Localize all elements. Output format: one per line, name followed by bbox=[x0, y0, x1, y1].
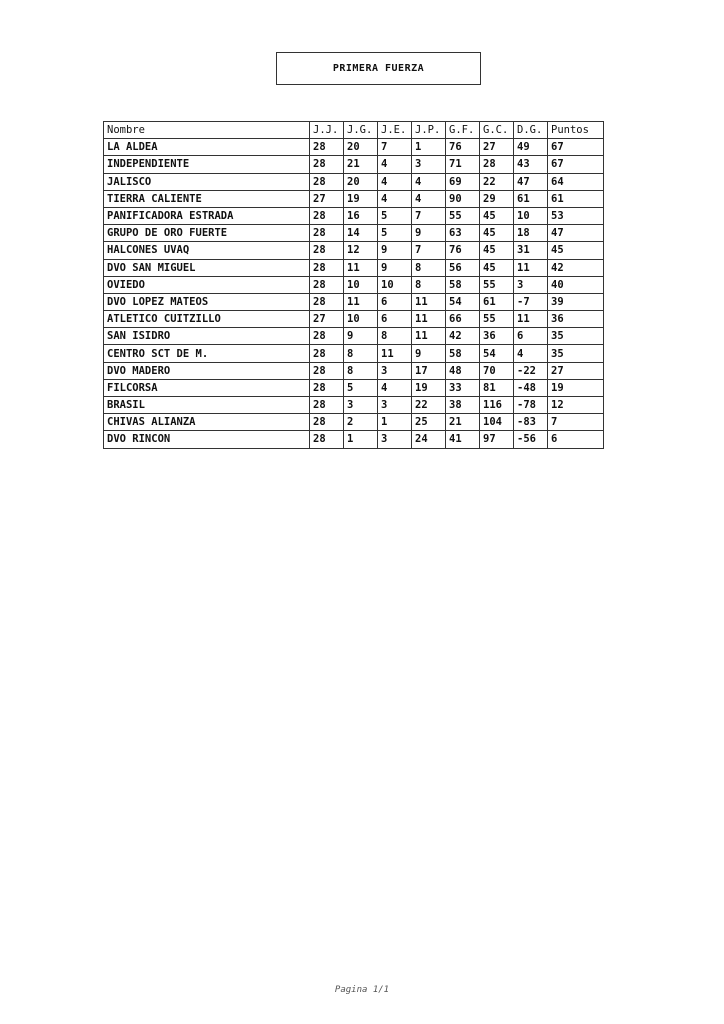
stat-cell: 12 bbox=[344, 242, 378, 259]
stat-cell: 47 bbox=[548, 225, 604, 242]
stat-cell: 53 bbox=[548, 207, 604, 224]
stat-cell: 104 bbox=[480, 414, 514, 431]
stat-cell: 10 bbox=[344, 276, 378, 293]
stat-cell: 36 bbox=[548, 311, 604, 328]
table-row bbox=[104, 328, 604, 345]
stat-cell: 4 bbox=[378, 173, 412, 190]
stat-cell: 11 bbox=[344, 259, 378, 276]
stat-cell: 28 bbox=[310, 431, 344, 448]
stat-cell: 31 bbox=[514, 242, 548, 259]
table-row bbox=[104, 293, 604, 310]
stat-cell: 9 bbox=[378, 259, 412, 276]
stat-cell: 47 bbox=[514, 173, 548, 190]
stat-cell: 8 bbox=[412, 276, 446, 293]
stat-cell: 27 bbox=[310, 311, 344, 328]
table-row bbox=[104, 190, 604, 207]
stat-cell: 20 bbox=[344, 173, 378, 190]
stat-cell: 7 bbox=[412, 242, 446, 259]
stat-cell: 6 bbox=[378, 311, 412, 328]
stat-cell: 40 bbox=[548, 276, 604, 293]
stat-cell: 28 bbox=[310, 293, 344, 310]
stat-cell: 61 bbox=[548, 190, 604, 207]
stat-cell: 5 bbox=[378, 207, 412, 224]
stat-cell: 11 bbox=[514, 311, 548, 328]
stat-cell: 35 bbox=[548, 345, 604, 362]
stat-cell: 9 bbox=[378, 242, 412, 259]
stat-cell: 22 bbox=[412, 397, 446, 414]
stat-cell: 58 bbox=[446, 345, 480, 362]
stat-cell: 28 bbox=[310, 397, 344, 414]
stat-cell: 35 bbox=[548, 328, 604, 345]
stat-cell: 67 bbox=[548, 139, 604, 156]
table-row bbox=[104, 225, 604, 242]
stat-cell: 54 bbox=[480, 345, 514, 362]
stat-cell: 28 bbox=[310, 276, 344, 293]
stat-cell: 10 bbox=[514, 207, 548, 224]
stat-cell: 28 bbox=[310, 259, 344, 276]
page-footer: Pagina 1/1 bbox=[334, 985, 390, 995]
stat-cell: 36 bbox=[480, 328, 514, 345]
table-header bbox=[104, 122, 604, 139]
stat-cell: 4 bbox=[412, 190, 446, 207]
stat-cell: 70 bbox=[480, 362, 514, 379]
stat-cell: 97 bbox=[480, 431, 514, 448]
stat-cell: 9 bbox=[344, 328, 378, 345]
stat-cell: 14 bbox=[344, 225, 378, 242]
stat-cell: 3 bbox=[344, 397, 378, 414]
team-name-cell: GRUPO DE ORO FUERTE bbox=[104, 225, 310, 242]
stat-cell: 28 bbox=[310, 414, 344, 431]
stat-cell: 45 bbox=[480, 207, 514, 224]
stat-cell: 55 bbox=[480, 276, 514, 293]
team-name-cell: CHIVAS ALIANZA bbox=[104, 414, 310, 431]
stat-cell: 3 bbox=[514, 276, 548, 293]
stat-cell: 9 bbox=[412, 345, 446, 362]
stat-cell: 64 bbox=[548, 173, 604, 190]
stat-cell: 6 bbox=[378, 293, 412, 310]
stat-cell: 3 bbox=[378, 397, 412, 414]
stat-cell: 5 bbox=[344, 379, 378, 396]
table-body bbox=[104, 139, 604, 448]
stat-cell: 28 bbox=[310, 156, 344, 173]
stat-cell: 55 bbox=[446, 207, 480, 224]
stat-cell: 55 bbox=[480, 311, 514, 328]
stat-cell: 45 bbox=[480, 225, 514, 242]
stat-cell: 28 bbox=[310, 328, 344, 345]
column-header: J.J. bbox=[310, 122, 344, 139]
team-name-cell: DVO LOPEZ MATEOS bbox=[104, 293, 310, 310]
stat-cell: 42 bbox=[548, 259, 604, 276]
table-row bbox=[104, 345, 604, 362]
stat-cell: 1 bbox=[344, 431, 378, 448]
stat-cell: -56 bbox=[514, 431, 548, 448]
team-name-cell: BRASIL bbox=[104, 397, 310, 414]
team-name-cell: DVO SAN MIGUEL bbox=[104, 259, 310, 276]
stat-cell: 27 bbox=[480, 139, 514, 156]
column-header: D.G. bbox=[514, 122, 548, 139]
team-name-cell: CENTRO SCT DE M. bbox=[104, 345, 310, 362]
column-header: J.E. bbox=[378, 122, 412, 139]
stat-cell: 4 bbox=[378, 379, 412, 396]
team-name-cell: SAN ISIDRO bbox=[104, 328, 310, 345]
stat-cell: 28 bbox=[310, 379, 344, 396]
team-name-cell: DVO RINCON bbox=[104, 431, 310, 448]
stat-cell: 28 bbox=[310, 207, 344, 224]
stat-cell: 56 bbox=[446, 259, 480, 276]
stat-cell: -48 bbox=[514, 379, 548, 396]
stat-cell: 61 bbox=[480, 293, 514, 310]
table-row bbox=[104, 414, 604, 431]
stat-cell: 11 bbox=[378, 345, 412, 362]
team-name-cell: ATLETICO CUITZILLO bbox=[104, 311, 310, 328]
stat-cell: 28 bbox=[310, 225, 344, 242]
stat-cell: 28 bbox=[310, 139, 344, 156]
team-name-cell: DVO MADERO bbox=[104, 362, 310, 379]
stat-cell: 2 bbox=[344, 414, 378, 431]
stat-cell: 12 bbox=[548, 397, 604, 414]
table-row bbox=[104, 259, 604, 276]
stat-cell: 21 bbox=[446, 414, 480, 431]
stat-cell: 22 bbox=[480, 173, 514, 190]
stat-cell: 20 bbox=[344, 139, 378, 156]
stat-cell: 11 bbox=[412, 311, 446, 328]
stat-cell: 4 bbox=[514, 345, 548, 362]
stat-cell: 7 bbox=[378, 139, 412, 156]
stat-cell: 21 bbox=[344, 156, 378, 173]
table-row bbox=[104, 362, 604, 379]
table-row bbox=[104, 397, 604, 414]
column-header: Puntos bbox=[548, 122, 604, 139]
column-header: J.G. bbox=[344, 122, 378, 139]
table-row bbox=[104, 431, 604, 448]
table-row bbox=[104, 173, 604, 190]
stat-cell: 61 bbox=[514, 190, 548, 207]
stat-cell: 42 bbox=[446, 328, 480, 345]
stat-cell: 11 bbox=[514, 259, 548, 276]
table-row bbox=[104, 207, 604, 224]
stat-cell: 7 bbox=[548, 414, 604, 431]
stat-cell: 76 bbox=[446, 139, 480, 156]
stat-cell: 54 bbox=[446, 293, 480, 310]
page-title bbox=[276, 52, 481, 85]
standings-table bbox=[103, 121, 604, 449]
stat-cell: 63 bbox=[446, 225, 480, 242]
stat-cell: 16 bbox=[344, 207, 378, 224]
stat-cell: 9 bbox=[412, 225, 446, 242]
table-row bbox=[104, 139, 604, 156]
stat-cell: 27 bbox=[310, 190, 344, 207]
stat-cell: -7 bbox=[514, 293, 548, 310]
stat-cell: 39 bbox=[548, 293, 604, 310]
stat-cell: -78 bbox=[514, 397, 548, 414]
stat-cell: 71 bbox=[446, 156, 480, 173]
stat-cell: 66 bbox=[446, 311, 480, 328]
stat-cell: 29 bbox=[480, 190, 514, 207]
stat-cell: -22 bbox=[514, 362, 548, 379]
stat-cell: 7 bbox=[412, 207, 446, 224]
column-header: G.C. bbox=[480, 122, 514, 139]
stat-cell: 45 bbox=[480, 242, 514, 259]
team-name-cell: JALISCO bbox=[104, 173, 310, 190]
stat-cell: 58 bbox=[446, 276, 480, 293]
stat-cell: 33 bbox=[446, 379, 480, 396]
column-header: G.F. bbox=[446, 122, 480, 139]
stat-cell: 43 bbox=[514, 156, 548, 173]
stat-cell: 8 bbox=[378, 328, 412, 345]
table-row bbox=[104, 379, 604, 396]
stat-cell: 3 bbox=[412, 156, 446, 173]
stat-cell: 25 bbox=[412, 414, 446, 431]
stat-cell: 4 bbox=[412, 173, 446, 190]
stat-cell: 49 bbox=[514, 139, 548, 156]
stat-cell: 4 bbox=[378, 190, 412, 207]
table-row bbox=[104, 311, 604, 328]
stat-cell: 11 bbox=[412, 293, 446, 310]
stat-cell: 38 bbox=[446, 397, 480, 414]
stat-cell: 6 bbox=[514, 328, 548, 345]
stat-cell: 27 bbox=[548, 362, 604, 379]
stat-cell: 28 bbox=[310, 173, 344, 190]
team-name-cell: LA ALDEA bbox=[104, 139, 310, 156]
stat-cell: 8 bbox=[344, 345, 378, 362]
team-name-cell: OVIEDO bbox=[104, 276, 310, 293]
table-row bbox=[104, 156, 604, 173]
stat-cell: 5 bbox=[378, 225, 412, 242]
stat-cell: 19 bbox=[344, 190, 378, 207]
stat-cell: 19 bbox=[412, 379, 446, 396]
team-name-cell: TIERRA CALIENTE bbox=[104, 190, 310, 207]
stat-cell: 1 bbox=[378, 414, 412, 431]
stat-cell: 18 bbox=[514, 225, 548, 242]
stat-cell: 67 bbox=[548, 156, 604, 173]
stat-cell: 3 bbox=[378, 431, 412, 448]
stat-cell: 28 bbox=[310, 362, 344, 379]
page-title-text: PRIMERA FUERZA bbox=[332, 63, 425, 74]
stat-cell: 19 bbox=[548, 379, 604, 396]
stat-cell: 8 bbox=[412, 259, 446, 276]
table-row bbox=[104, 242, 604, 259]
stat-cell: 48 bbox=[446, 362, 480, 379]
stat-cell: 76 bbox=[446, 242, 480, 259]
stat-cell: 45 bbox=[548, 242, 604, 259]
stat-cell: 10 bbox=[344, 311, 378, 328]
stat-cell: 3 bbox=[378, 362, 412, 379]
team-name-cell: PANIFICADORA ESTRADA bbox=[104, 207, 310, 224]
stat-cell: 11 bbox=[344, 293, 378, 310]
stat-cell: 10 bbox=[378, 276, 412, 293]
stat-cell: -83 bbox=[514, 414, 548, 431]
stat-cell: 28 bbox=[310, 345, 344, 362]
stat-cell: 6 bbox=[548, 431, 604, 448]
header-row bbox=[104, 122, 604, 139]
stat-cell: 28 bbox=[310, 242, 344, 259]
table-row bbox=[104, 276, 604, 293]
team-name-cell: HALCONES UVAQ bbox=[104, 242, 310, 259]
stat-cell: 116 bbox=[480, 397, 514, 414]
stat-cell: 41 bbox=[446, 431, 480, 448]
stat-cell: 11 bbox=[412, 328, 446, 345]
stat-cell: 8 bbox=[344, 362, 378, 379]
stat-cell: 28 bbox=[480, 156, 514, 173]
team-name-cell: FILCORSA bbox=[104, 379, 310, 396]
column-header: Nombre bbox=[104, 122, 310, 139]
stat-cell: 81 bbox=[480, 379, 514, 396]
stat-cell: 24 bbox=[412, 431, 446, 448]
team-name-cell: INDEPENDIENTE bbox=[104, 156, 310, 173]
stat-cell: 17 bbox=[412, 362, 446, 379]
stat-cell: 45 bbox=[480, 259, 514, 276]
stat-cell: 4 bbox=[378, 156, 412, 173]
stat-cell: 69 bbox=[446, 173, 480, 190]
column-header: J.P. bbox=[412, 122, 446, 139]
stat-cell: 90 bbox=[446, 190, 480, 207]
stat-cell: 1 bbox=[412, 139, 446, 156]
